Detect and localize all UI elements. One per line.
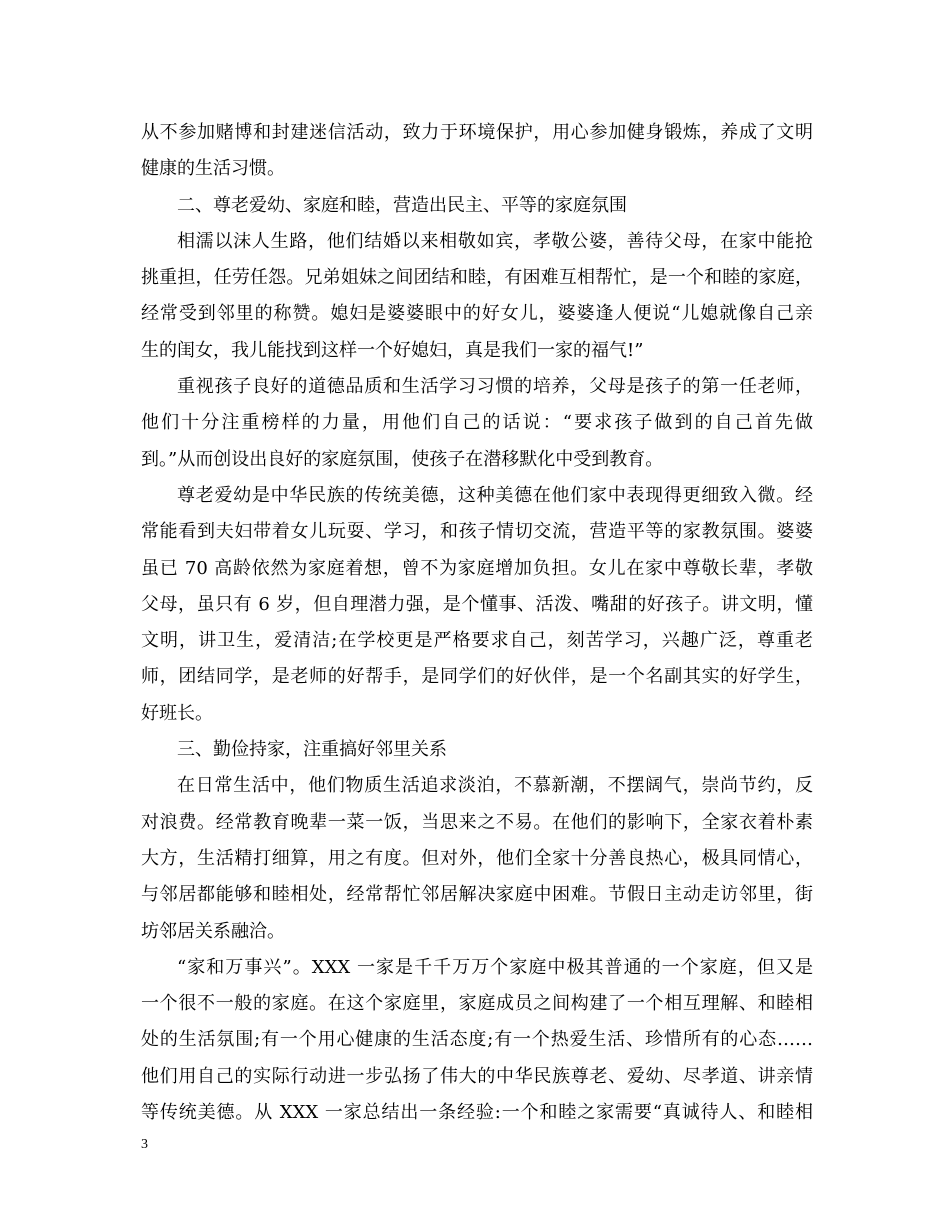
section-heading: 三、勤俭持家，注重搞好邻里关系 <box>177 739 447 761</box>
body-text <box>141 115 813 1131</box>
paragraph-line: 一个很不一般的家庭。在这个家庭里，家庭成员之间构建了一个相互理解、和睦相 <box>141 993 813 1015</box>
paragraph-line: 师，团结同学，是老师的好帮手，是同学们的好伙伴，是一个名副其实的好学生， <box>141 666 813 688</box>
paragraph-line: 处的生活氛围;有一个用心健康的生活态度;有一个热爱生活、珍惜所有的心态…… <box>141 1029 813 1051</box>
section-heading: 二、尊老爱幼、家庭和睦，营造出民主、平等的家庭氛围 <box>177 194 627 216</box>
paragraph-line: 经常受到邻里的称赞。媳妇是婆婆眼中的好女儿，婆婆逢人便说“儿媳就像自己亲 <box>141 303 813 325</box>
paragraph-line: 相濡以沫人生路，他们结婚以来相敬如宾，孝敬公婆，善待父母，在家中能抢 <box>177 230 813 252</box>
paragraph-line: 从不参加赌博和封建迷信活动，致力于环境保护，用心参加健身锻炼，养成了文明 <box>141 122 813 143</box>
paragraph-line: 文明，讲卫生，爱清洁;在学校更是严格要求自己，刻苦学习，兴趣广泛，尊重老 <box>141 630 813 652</box>
paragraph-line: 健康的生活习惯。 <box>141 158 285 180</box>
paragraph-line: 到。”从而创设出良好的家庭氛围，使孩子在潜移默化中受到教育。 <box>141 448 664 470</box>
paragraph-line: 父母，虽只有 6 岁，但自理潜力强，是个懂事、活泼、嘴甜的好孩子。讲文明，懂 <box>141 593 813 615</box>
paragraph-line: 虽已 70 高龄依然为家庭着想，曾不为家庭增加负担。女儿在家中尊敬长辈，孝敬 <box>141 557 813 579</box>
paragraph-line: 他们用自己的实际行动进一步弘扬了伟大的中华民族尊老、爱幼、尽孝道、讲亲情 <box>141 1065 813 1087</box>
paragraph-line: 坊邻居关系融洽。 <box>141 920 285 942</box>
paragraph-line: 在日常生活中，他们物质生活追求淡泊，不慕新潮，不摆阔气，崇尚节约，反 <box>177 775 813 797</box>
paragraph-line: 生的闺女，我儿能找到这样一个好媳妇，真是我们一家的福气!” <box>141 339 644 361</box>
paragraph-line: 挑重担，任劳任怨。兄弟姐妹之间团结和睦，有困难互相帮忙，是一个和睦的家庭， <box>141 267 813 289</box>
paragraph-line: 常能看到夫妇带着女儿玩耍、学习，和孩子情切交流，营造平等的家教氛围。婆婆 <box>141 521 813 543</box>
paragraph-line: 大方，生活精打细算，用之有度。但对外，他们全家十分善良热心，极具同情心， <box>141 847 813 869</box>
paragraph-line: 尊老爱幼是中华民族的传统美德，这种美德在他们家中表现得更细致入微。经 <box>177 484 813 506</box>
paragraph-line: 他们十分注重榜样的力量，用他们自己的话说：“要求孩子做到的自己首先做 <box>141 412 813 434</box>
paragraph-line: 好班长。 <box>141 702 213 724</box>
page-number: 3 <box>141 1137 148 1152</box>
paragraph-line: “家和万事兴”。XXX 一家是千千万万个家庭中极其普通的一个家庭，但又是 <box>177 956 813 978</box>
paragraph-line: 重视孩子良好的道德品质和生活学习习惯的培养，父母是孩子的第一任老师， <box>177 376 813 398</box>
paragraph-line: 等传统美德。从 XXX 一家总结出一条经验:一个和睦之家需要“真诚待人、和睦相 <box>141 1102 813 1124</box>
paragraph-line: 与邻居都能够和睦相处，经常帮忙邻居解决家庭中困难。节假日主动走访邻里，街 <box>141 884 813 906</box>
paragraph-line: 对浪费。经常教育晚辈一菜一饭，当思来之不易。在他们的影响下，全家衣着朴素 <box>141 811 813 833</box>
